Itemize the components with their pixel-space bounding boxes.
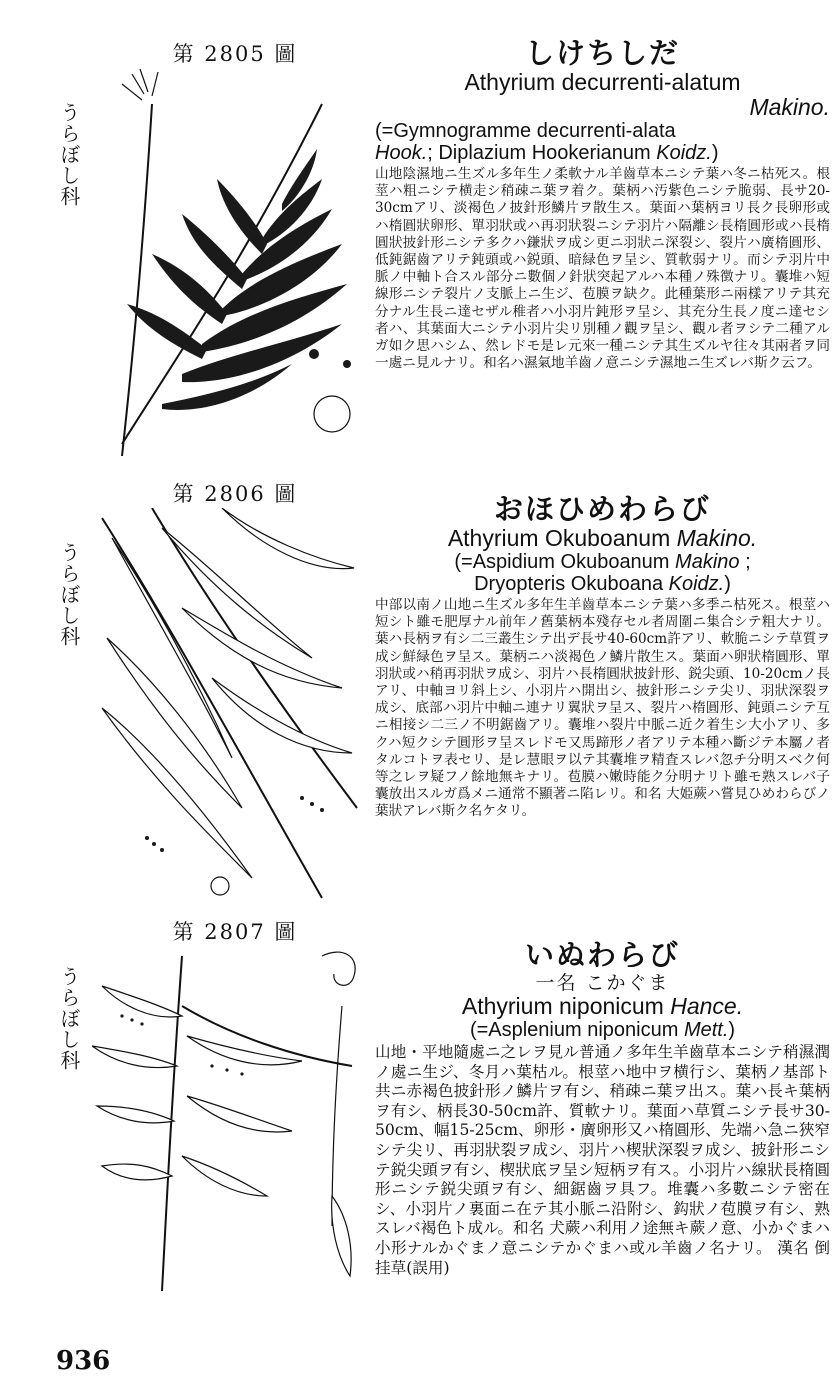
scientific-name: Athyrium decurrenti-alatum xyxy=(464,69,741,95)
synonym-author: Koidz. xyxy=(656,142,712,164)
fern-illustration xyxy=(92,946,362,1291)
family-label: うらぼし科 xyxy=(57,966,81,1071)
japanese-name: しけちしだ xyxy=(524,36,680,70)
synonym-close: ) xyxy=(728,1019,736,1041)
family-label: うらぼし科 xyxy=(57,102,81,207)
scientific-name: Athyrium niponicum xyxy=(461,993,664,1019)
scientific-name: Athyrium Okuboanum xyxy=(447,525,671,551)
entry-2805 xyxy=(0,0,840,470)
synonym-close: ) xyxy=(711,142,719,164)
synonym-name: ; Diplazium Hookerianum xyxy=(427,142,651,164)
synonym-close: ) xyxy=(724,573,731,595)
synonym-name: Dryopteris Okuboana xyxy=(474,573,664,595)
synonym-author: Makino xyxy=(675,551,740,573)
synonym-author: Mett. xyxy=(683,1019,729,1041)
synonym-author: Hook. xyxy=(375,142,428,164)
description: 中部以南ノ山地ニ生ズル多年生羊齒草本ニシテ葉ハ多季ニ枯死ス。根莖ハ短シト雖モ肥厚ナル前年ノ舊葉柄本殘存セル者周圍ニ集合シテ粗大ナリ。葉ハ長柄ヲ有シ二三叢生シテ出デ長サ40-60cm許アリ、軟脆ニシテ草質ヲ成シ鮮緑色ヲ呈ス。葉柄ニハ淡褐色ノ鱗片散生ス。葉面ハ卵狀楕圓形、單羽狀或ハ稍再羽狀ヲ成シ、羽片ハ長楕圓狀披針形、鋭尖頭、10-20cmノ長アリ、中軸ヨリ斜上シ、小羽片ハ開出シ、披針形ニシテ尖リ、羽狀深裂ヲ成シ、底部ハ羽片中軸ニ連ナリ翼狀ヲ呈ス、裂片ハ楕圓形、鈍頭ニシテ互ニ相接シ二三ノ不明鋸齒アリ。囊堆ハ裂片中脈ニ近ク着生シ大小アリ、多クハ短クシテ圓形ヲ呈スレドモ又馬蹄形ノ者アリテ本種ハ斷ジテ本屬ノ者タルコトヲ表セリ、是レ慧眼ヲ以テ其囊堆ヲ精査スレバ忽チ分明スベク何等之レヲ疑フノ餘地無キナリ。苞膜ハ嫩時能ク分明ナリト雖モ熟スレバ子囊放出スルガ爲メニ通常不顯著ニ陷レリ。和名 大姫蕨ハ嘗見ひめわらびノ葉狀アレバ斯ク名ケタリ。 xyxy=(375,597,830,820)
scientific-author: Makino. xyxy=(749,94,830,120)
entry-2807 xyxy=(0,910,840,1390)
family-label: うらぼし科 xyxy=(57,542,81,647)
entry-text xyxy=(375,938,830,1278)
figure-label: 第 2805 圖 xyxy=(172,42,298,66)
page-number: 936 xyxy=(56,1346,111,1376)
scientific-name-line xyxy=(375,994,830,1019)
entry-text xyxy=(375,36,830,372)
synonym-line xyxy=(375,1019,830,1041)
description: 山地・平地隨處ニ之レヲ見ル普通ノ多年生羊齒草本ニシテ稍濕潤ノ處ニ生ジ、冬月ハ葉枯ル。根莖ハ地中ヲ横行シ、葉柄ノ基部ト共ニ赤褐色披針形ノ鱗片ヲ有シ、稍疎ニ葉ヲ出ス。葉ハ長キ葉柄ヲ有シ、柄長30-50cm許、質軟ナリ。葉面ハ草質ニシテ長サ30-50cm、幅15-25cm、卵形・廣卵形又ハ楕圓形、先端ハ急ニ狹窄シテ尖リ、再羽狀裂ヲ成シ、羽片ハ楔狀深裂ヲ成シ、披針形ニシテ鋭尖頭ヲ有シ、楔狀底ヲ呈シ短柄ヲ有ス。小羽片ハ線狀長楕圓形ニシテ鋭尖頭ヲ有シ、細鋸齒ヲ具フ。堆囊ハ多數ニシテ密在シ、小羽片ノ裏面ニ在テ其小脈ニ沿附シ、鈎狀ノ苞膜ヲ有シ、熟スレバ褐色ト成ル。和名 犬蕨ハ利用ノ途無キ蕨ノ意、小かぐまハ小形ナルかぐまノ意ニシテかぐまハ或ル羊齒ノ名ナリ。 漢名 倒挂草(誤用) xyxy=(375,1043,830,1277)
synonym-sep: ; xyxy=(739,551,751,573)
fern-illustration xyxy=(92,64,362,456)
synonym-name: (=Aspidium Okuboanum xyxy=(454,551,670,573)
scientific-author: Hance. xyxy=(670,993,744,1019)
figure-label: 第 2807 圖 xyxy=(172,920,298,944)
synonym-line xyxy=(375,120,830,142)
entry-2806 xyxy=(0,470,840,910)
alias-name: 一名 こかぐま xyxy=(535,972,670,994)
figure-label: 第 2806 圖 xyxy=(172,482,298,506)
synonym-line xyxy=(375,142,830,164)
scientific-author: Makino. xyxy=(676,525,758,551)
synonym-line xyxy=(375,551,830,573)
scientific-name-line xyxy=(375,526,830,551)
synonym-line xyxy=(375,573,830,595)
fern-illustration xyxy=(92,508,362,903)
entry-text xyxy=(375,492,830,821)
description: 山地陰濕地ニ生ズル多年生ノ柔軟ナル羊齒草本ニシテ葉ハ冬ニ枯死ス。根莖ハ粗ニシテ横走シ稍疎ニ葉ヲ着ク。葉柄ハ汚紫色ニシテ脆弱、長サ20-30cmアリ、淡褐色ノ披針形鱗片ヲ散生ス。葉面ハ葉柄ヨリ長ク長卵形或ハ楕圓狀卵形、單羽狀或ハ再羽狀裂ニシテ羽片ハ隔離シ長楕圓形或ハ長楕圓狀披針形ニシテ多クハ鎌狀ヲ成シ更ニ羽狀ニ深裂シ、裂片ハ廣楕圓形、低鈍鋸齒アリテ鈍頭或ハ鋭頭、暗緑色ヲ呈シ、質軟弱ナリ。而シテ羽片中脈ノ中軸ト合スル部分ニ數個ノ針狀突起アルハ本種ノ殊徴ナリ。囊堆ハ短線形ニシテ裂片ノ支脈上ニ生ジ、苞膜ヲ缺ク。此種葉形ニ兩樣アリテ其充分ナル生長ニ達セザル稚者ハ小羽片鈍形ヲ呈シ、其充分生長ノ度ニ達セシ者ハ、其葉面大ニシテ小羽片尖リ別種ノ觀ヲ呈シ、觀ル者ヲシテ二種アルガ如ク思ハシム、然レドモ是レ元來一種ニシテ其生ズルヤ往々其兩者ヲ同一處ニ見ルナリ。和名ハ濕氣地羊齒ノ意ニシテ濕地ニ生ズレバ斯ク云フ。 xyxy=(375,166,830,372)
synonym-name: (=Gymnogramme decurrenti-alata xyxy=(375,120,676,142)
japanese-name: いぬわらび xyxy=(524,938,680,972)
japanese-name: おほひめわらび xyxy=(493,492,711,526)
synonym-author: Koidz. xyxy=(668,573,725,595)
synonym-name: (=Asplenium niponicum xyxy=(469,1019,679,1041)
